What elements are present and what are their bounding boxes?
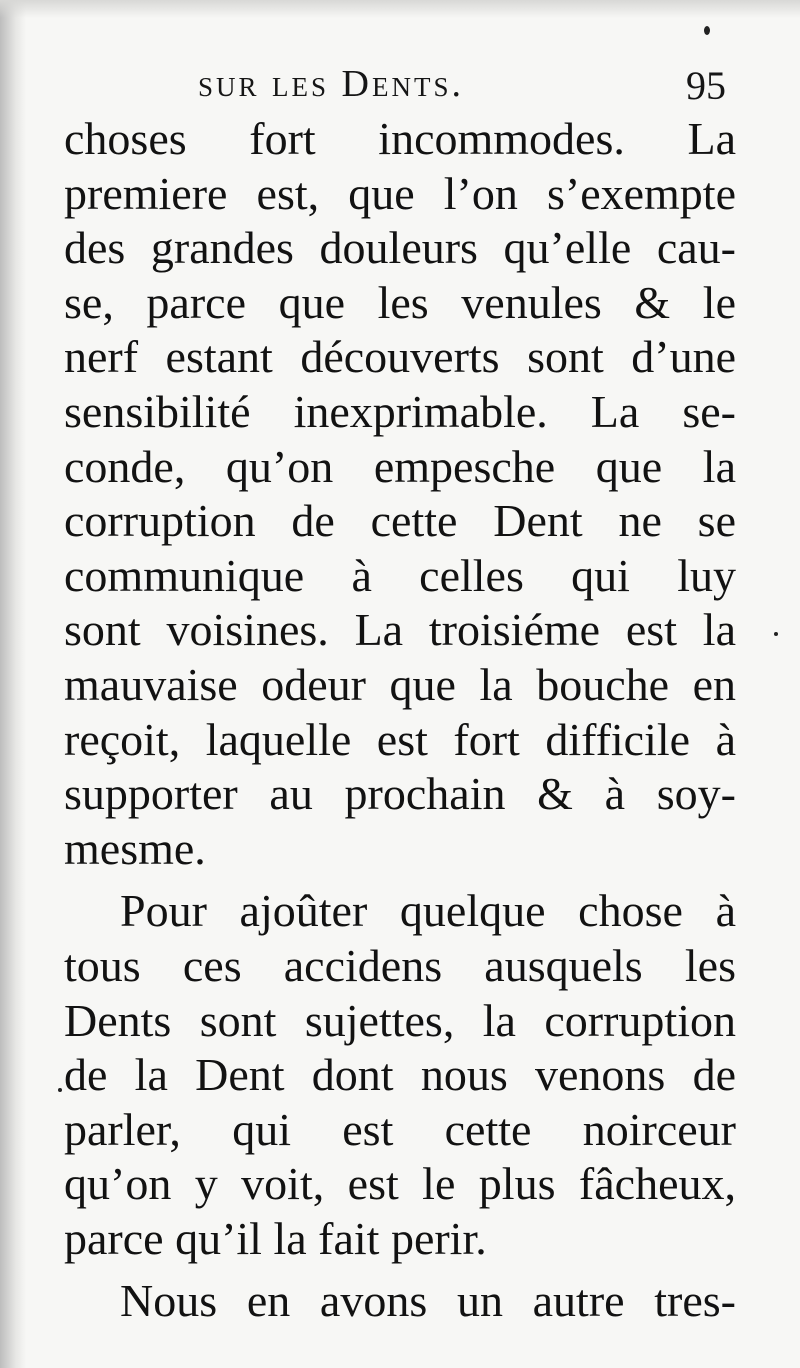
body-text: [64, 112, 736, 1329]
text-line: des grandes douleurs qu’elle cau-: [64, 222, 736, 274]
text-line: conde, qu’on empesche que la: [64, 440, 736, 492]
ink-speck: [774, 632, 778, 636]
text-line: Dents sont sujettes, la corruption: [64, 994, 736, 1046]
text-line: parler, qui est cette noirceur: [64, 1103, 736, 1155]
binding-shadow: [0, 0, 26, 1368]
text-line: Pour ajoûter quelque chose à: [120, 885, 736, 937]
ink-speck: [58, 1088, 62, 1092]
text-line: qu’on y voit, est le plus fâcheux,: [64, 1158, 736, 1210]
text-line: mauvaise odeur que la bouche en: [64, 658, 736, 710]
text-line: choses fort incommodes. La: [64, 113, 736, 164]
text-line: parce qu’il la fait perir.: [64, 1212, 487, 1264]
text-line: se, parce que les venules & le: [64, 276, 736, 328]
paragraph: [64, 884, 736, 1266]
text-line: tous ces accidens ausquels les: [64, 939, 736, 991]
ink-speck: [704, 26, 710, 35]
running-title: sur les Dents.: [198, 63, 464, 105]
text-line: supporter au prochain & à soy-: [64, 768, 736, 820]
running-head: [198, 62, 738, 112]
text-line: Nous en avons un autre tres-: [120, 1275, 736, 1327]
text-line: premiere est, que l’on s’exempte: [64, 167, 736, 219]
text-line: reçoit, laquelle est fort difficile à: [64, 713, 736, 765]
text-line: corruption de cette Dent ne se: [64, 495, 736, 547]
text-line: communique à celles qui luy: [64, 549, 736, 601]
paragraph: [64, 112, 736, 876]
text-line: sensibilité inexprimable. La se-: [64, 385, 736, 437]
top-edge-shadow: [0, 0, 800, 18]
page-number: 95: [686, 63, 726, 108]
text-line: sont voisines. La troisiéme est la: [64, 604, 736, 656]
text-line: nerf estant découverts sont d’une: [64, 331, 736, 383]
text-line: mesme.: [64, 822, 206, 874]
text-line: de la Dent dont nous venons de: [64, 1049, 736, 1101]
paragraph: [64, 1274, 736, 1329]
